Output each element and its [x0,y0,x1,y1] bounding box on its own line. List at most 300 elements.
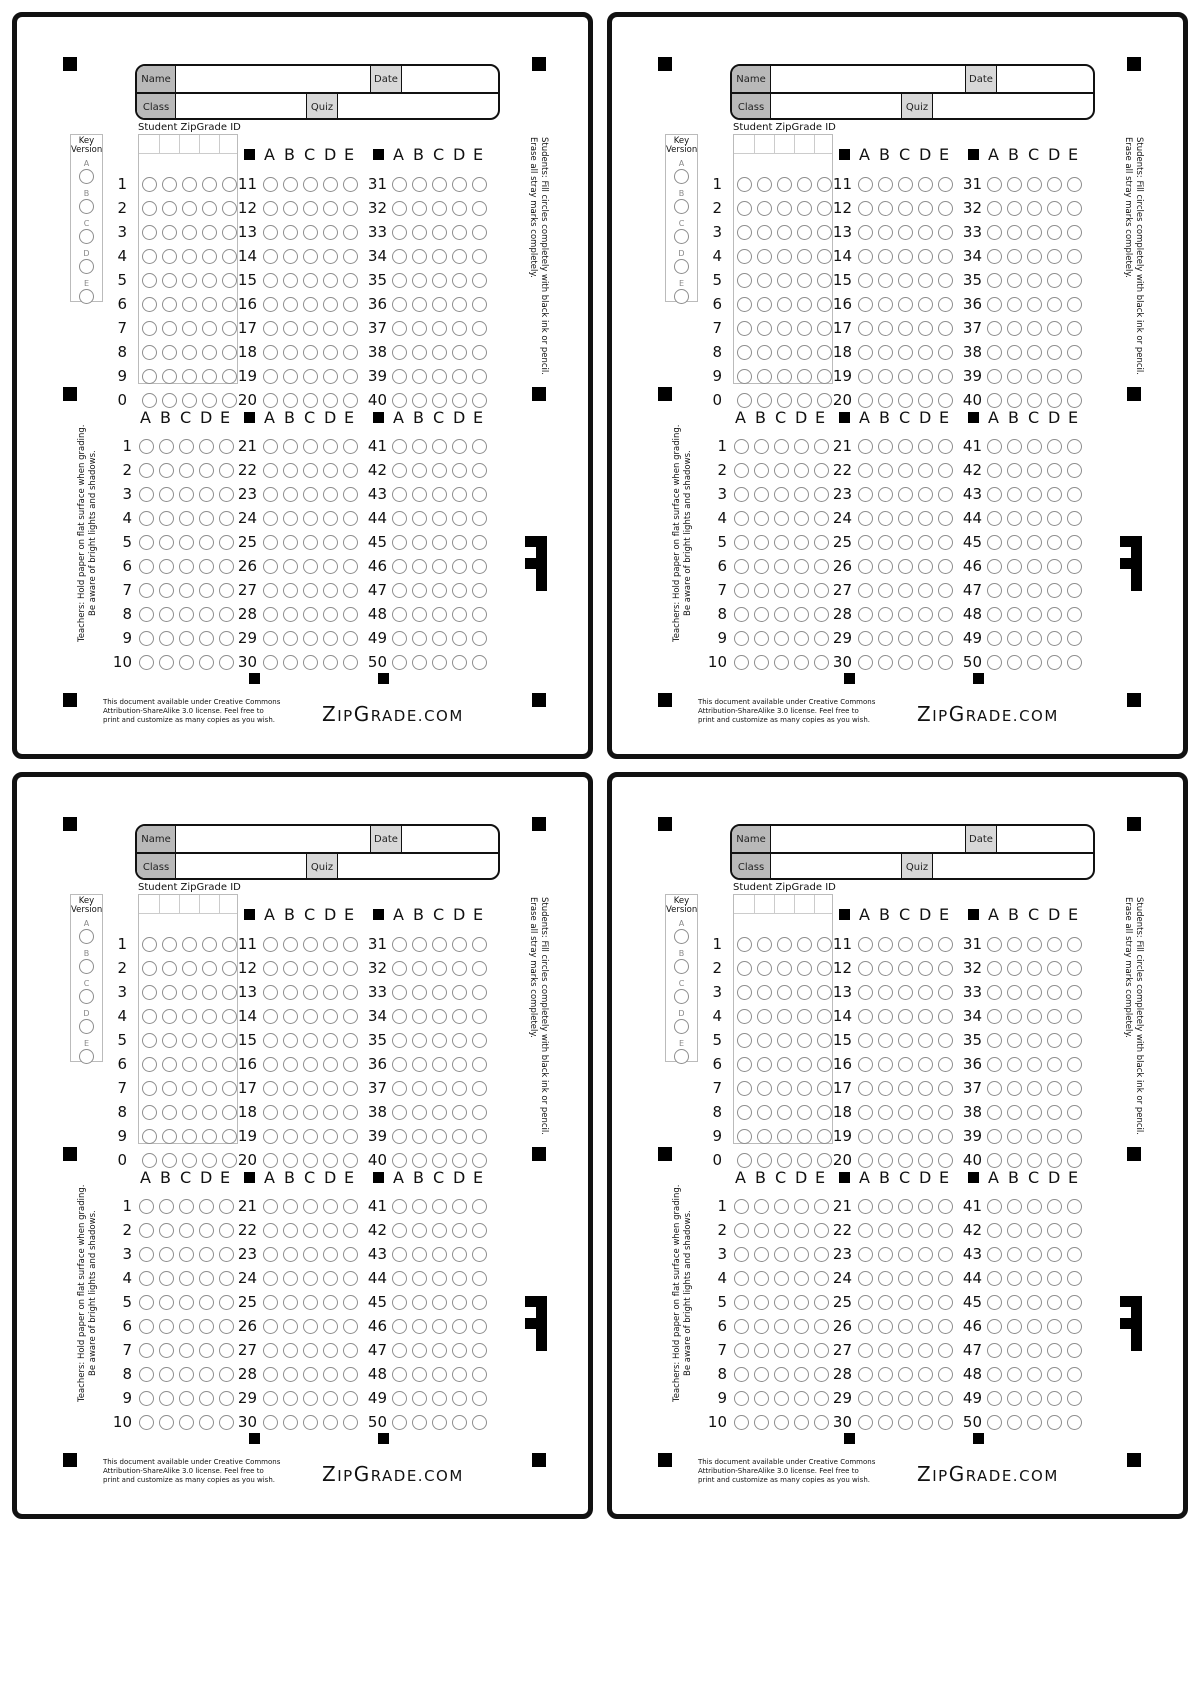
answer-bubble[interactable] [283,1247,298,1262]
answer-bubble[interactable] [878,1105,893,1120]
id-bubble[interactable] [777,937,792,952]
answer-bubble[interactable] [303,1153,318,1168]
id-bubble[interactable] [162,177,177,192]
answer-bubble[interactable] [283,393,298,408]
answer-bubble[interactable] [858,1105,873,1120]
answer-bubble[interactable] [1007,1153,1022,1168]
answer-bubble[interactable] [323,1295,338,1310]
id-bubble[interactable] [797,1129,812,1144]
id-bubble[interactable] [162,937,177,952]
answer-bubble[interactable] [303,1009,318,1024]
answer-bubble[interactable] [283,273,298,288]
answer-bubble[interactable] [303,1057,318,1072]
answer-bubble[interactable] [343,559,358,574]
id-bubble[interactable] [202,937,217,952]
answer-bubble[interactable] [392,1009,407,1024]
answer-bubble[interactable] [1007,631,1022,646]
answer-bubble[interactable] [1047,1367,1062,1382]
answer-bubble[interactable] [1007,487,1022,502]
answer-bubble[interactable] [343,1319,358,1334]
answer-bubble[interactable] [452,177,467,192]
answer-bubble[interactable] [392,1081,407,1096]
answer-bubble[interactable] [343,1391,358,1406]
answer-bubble[interactable] [1047,273,1062,288]
answer-bubble[interactable] [159,1247,174,1262]
answer-bubble[interactable] [263,1391,278,1406]
answer-bubble[interactable] [452,1033,467,1048]
answer-bubble[interactable] [283,985,298,1000]
answer-bubble[interactable] [283,1009,298,1024]
answer-bubble[interactable] [323,1271,338,1286]
answer-bubble[interactable] [918,961,933,976]
id-bubble[interactable] [202,1129,217,1144]
answer-bubble[interactable] [283,559,298,574]
id-bubble[interactable] [737,1129,752,1144]
answer-bubble[interactable] [1027,1415,1042,1430]
name-field[interactable] [176,66,370,92]
id-bubble[interactable] [162,393,177,408]
answer-bubble[interactable] [472,345,487,360]
answer-bubble[interactable] [263,273,278,288]
answer-bubble[interactable] [878,297,893,312]
answer-bubble[interactable] [343,463,358,478]
answer-bubble[interactable] [159,1223,174,1238]
answer-bubble[interactable] [303,369,318,384]
id-entry-cell[interactable] [159,895,179,913]
answer-bubble[interactable] [898,1223,913,1238]
answer-bubble[interactable] [263,439,278,454]
answer-bubble[interactable] [987,1153,1002,1168]
answer-bubble[interactable] [1067,1223,1082,1238]
id-bubble[interactable] [757,177,772,192]
answer-bubble[interactable] [343,535,358,550]
answer-bubble[interactable] [432,345,447,360]
answer-bubble[interactable] [1047,345,1062,360]
key-version-bubble[interactable] [674,289,689,304]
answer-bubble[interactable] [878,1271,893,1286]
answer-bubble[interactable] [1007,535,1022,550]
answer-bubble[interactable] [1007,1271,1022,1286]
answer-bubble[interactable] [323,1343,338,1358]
id-bubble[interactable] [757,1057,772,1072]
answer-bubble[interactable] [323,1367,338,1382]
answer-bubble[interactable] [343,1129,358,1144]
id-entry-cell[interactable] [774,135,794,153]
answer-bubble[interactable] [432,393,447,408]
answer-bubble[interactable] [139,1199,154,1214]
answer-bubble[interactable] [1027,1319,1042,1334]
answer-bubble[interactable] [452,297,467,312]
answer-bubble[interactable] [794,535,809,550]
answer-bubble[interactable] [754,1343,769,1358]
answer-bubble[interactable] [412,297,427,312]
id-bubble[interactable] [737,249,752,264]
answer-bubble[interactable] [754,559,769,574]
answer-bubble[interactable] [938,393,953,408]
answer-bubble[interactable] [283,1081,298,1096]
answer-bubble[interactable] [179,439,194,454]
answer-bubble[interactable] [858,297,873,312]
answer-bubble[interactable] [938,1343,953,1358]
answer-bubble[interactable] [878,1367,893,1382]
answer-bubble[interactable] [323,1415,338,1430]
answer-bubble[interactable] [452,1415,467,1430]
answer-bubble[interactable] [392,937,407,952]
answer-bubble[interactable] [392,1319,407,1334]
answer-bubble[interactable] [754,607,769,622]
answer-bubble[interactable] [263,249,278,264]
answer-bubble[interactable] [199,1271,214,1286]
answer-bubble[interactable] [734,1391,749,1406]
answer-bubble[interactable] [283,535,298,550]
answer-bubble[interactable] [898,345,913,360]
answer-bubble[interactable] [938,1009,953,1024]
answer-bubble[interactable] [1007,439,1022,454]
answer-bubble[interactable] [1067,559,1082,574]
answer-bubble[interactable] [323,345,338,360]
answer-bubble[interactable] [858,1415,873,1430]
answer-bubble[interactable] [412,1153,427,1168]
answer-bubble[interactable] [754,1247,769,1262]
answer-bubble[interactable] [303,249,318,264]
answer-bubble[interactable] [858,1009,873,1024]
id-bubble[interactable] [182,225,197,240]
id-entry-cell[interactable] [179,895,199,913]
id-bubble[interactable] [797,1033,812,1048]
answer-bubble[interactable] [432,1415,447,1430]
answer-bubble[interactable] [452,937,467,952]
answer-bubble[interactable] [1007,1223,1022,1238]
answer-bubble[interactable] [159,463,174,478]
answer-bubble[interactable] [452,1081,467,1096]
answer-bubble[interactable] [794,583,809,598]
answer-bubble[interactable] [774,583,789,598]
answer-bubble[interactable] [179,607,194,622]
answer-bubble[interactable] [159,511,174,526]
answer-bubble[interactable] [734,1223,749,1238]
answer-bubble[interactable] [452,487,467,502]
id-bubble[interactable] [142,1105,157,1120]
name-field[interactable] [771,66,965,92]
answer-bubble[interactable] [392,225,407,240]
answer-bubble[interactable] [1047,1033,1062,1048]
id-entry-cell[interactable] [814,895,834,913]
id-bubble[interactable] [202,297,217,312]
answer-bubble[interactable] [323,1391,338,1406]
id-entry-cell[interactable] [139,135,159,153]
answer-bubble[interactable] [774,1391,789,1406]
id-bubble[interactable] [162,201,177,216]
answer-bubble[interactable] [754,1223,769,1238]
answer-bubble[interactable] [303,1367,318,1382]
answer-bubble[interactable] [734,607,749,622]
key-version-bubble[interactable] [79,169,94,184]
answer-bubble[interactable] [878,463,893,478]
id-bubble[interactable] [202,321,217,336]
answer-bubble[interactable] [303,1081,318,1096]
answer-bubble[interactable] [1067,1367,1082,1382]
answer-bubble[interactable] [898,1271,913,1286]
answer-bubble[interactable] [1007,1033,1022,1048]
answer-bubble[interactable] [323,559,338,574]
id-bubble[interactable] [142,177,157,192]
id-bubble[interactable] [182,273,197,288]
answer-bubble[interactable] [412,511,427,526]
answer-bubble[interactable] [472,439,487,454]
answer-bubble[interactable] [1067,273,1082,288]
answer-bubble[interactable] [412,607,427,622]
key-version-bubble[interactable] [674,169,689,184]
answer-bubble[interactable] [283,249,298,264]
answer-bubble[interactable] [392,961,407,976]
answer-bubble[interactable] [774,1223,789,1238]
answer-bubble[interactable] [774,1199,789,1214]
answer-bubble[interactable] [987,1415,1002,1430]
answer-bubble[interactable] [392,1223,407,1238]
answer-bubble[interactable] [432,985,447,1000]
answer-bubble[interactable] [918,487,933,502]
answer-bubble[interactable] [343,1295,358,1310]
id-bubble[interactable] [142,249,157,264]
key-version-bubble[interactable] [674,1019,689,1034]
answer-bubble[interactable] [898,487,913,502]
answer-bubble[interactable] [734,1367,749,1382]
answer-bubble[interactable] [303,1343,318,1358]
answer-bubble[interactable] [858,1247,873,1262]
answer-bubble[interactable] [938,463,953,478]
answer-bubble[interactable] [938,225,953,240]
answer-bubble[interactable] [1067,1105,1082,1120]
answer-bubble[interactable] [1027,273,1042,288]
id-bubble[interactable] [797,1153,812,1168]
id-bubble[interactable] [777,201,792,216]
answer-bubble[interactable] [1027,655,1042,670]
class-field[interactable] [771,854,901,880]
id-bubble[interactable] [737,961,752,976]
answer-bubble[interactable] [412,1367,427,1382]
answer-bubble[interactable] [878,177,893,192]
answer-bubble[interactable] [774,559,789,574]
answer-bubble[interactable] [918,1247,933,1262]
answer-bubble[interactable] [794,1223,809,1238]
answer-bubble[interactable] [918,1223,933,1238]
answer-bubble[interactable] [452,1319,467,1334]
answer-bubble[interactable] [412,1247,427,1262]
answer-bubble[interactable] [159,1271,174,1286]
answer-bubble[interactable] [878,607,893,622]
answer-bubble[interactable] [432,1247,447,1262]
answer-bubble[interactable] [858,535,873,550]
answer-bubble[interactable] [263,1367,278,1382]
answer-bubble[interactable] [179,1391,194,1406]
answer-bubble[interactable] [303,321,318,336]
answer-bubble[interactable] [987,1319,1002,1334]
answer-bubble[interactable] [392,463,407,478]
answer-bubble[interactable] [938,201,953,216]
answer-bubble[interactable] [898,177,913,192]
answer-bubble[interactable] [343,225,358,240]
answer-bubble[interactable] [1067,177,1082,192]
answer-bubble[interactable] [432,535,447,550]
answer-bubble[interactable] [1027,961,1042,976]
answer-bubble[interactable] [412,177,427,192]
answer-bubble[interactable] [452,1271,467,1286]
answer-bubble[interactable] [452,559,467,574]
answer-bubble[interactable] [754,1271,769,1286]
id-bubble[interactable] [162,1129,177,1144]
answer-bubble[interactable] [987,1391,1002,1406]
answer-bubble[interactable] [1067,511,1082,526]
answer-bubble[interactable] [283,1319,298,1334]
answer-bubble[interactable] [794,463,809,478]
answer-bubble[interactable] [392,177,407,192]
answer-bubble[interactable] [918,1105,933,1120]
answer-bubble[interactable] [343,607,358,622]
answer-bubble[interactable] [472,1009,487,1024]
answer-bubble[interactable] [1027,583,1042,598]
answer-bubble[interactable] [1027,1367,1042,1382]
answer-bubble[interactable] [987,1247,1002,1262]
answer-bubble[interactable] [472,1153,487,1168]
id-bubble[interactable] [202,393,217,408]
answer-bubble[interactable] [987,961,1002,976]
answer-bubble[interactable] [938,1033,953,1048]
answer-bubble[interactable] [452,1199,467,1214]
answer-bubble[interactable] [472,607,487,622]
answer-bubble[interactable] [858,1057,873,1072]
key-version-bubble[interactable] [79,259,94,274]
id-bubble[interactable] [182,177,197,192]
answer-bubble[interactable] [1067,297,1082,312]
answer-bubble[interactable] [432,607,447,622]
answer-bubble[interactable] [918,1391,933,1406]
answer-bubble[interactable] [774,511,789,526]
answer-bubble[interactable] [858,1367,873,1382]
answer-bubble[interactable] [754,1199,769,1214]
id-bubble[interactable] [202,985,217,1000]
answer-bubble[interactable] [1067,201,1082,216]
answer-bubble[interactable] [412,535,427,550]
answer-bubble[interactable] [179,583,194,598]
answer-bubble[interactable] [1027,607,1042,622]
id-bubble[interactable] [757,249,772,264]
id-bubble[interactable] [737,273,752,288]
answer-bubble[interactable] [918,1295,933,1310]
id-bubble[interactable] [182,297,197,312]
answer-bubble[interactable] [392,393,407,408]
date-field[interactable] [997,826,1095,852]
answer-bubble[interactable] [392,511,407,526]
answer-bubble[interactable] [303,463,318,478]
answer-bubble[interactable] [139,631,154,646]
key-version-bubble[interactable] [674,989,689,1004]
answer-bubble[interactable] [392,1415,407,1430]
answer-bubble[interactable] [472,393,487,408]
answer-bubble[interactable] [878,1415,893,1430]
answer-bubble[interactable] [1007,583,1022,598]
answer-bubble[interactable] [179,1319,194,1334]
answer-bubble[interactable] [898,631,913,646]
answer-bubble[interactable] [1027,1199,1042,1214]
answer-bubble[interactable] [1047,463,1062,478]
answer-bubble[interactable] [987,321,1002,336]
id-bubble[interactable] [797,393,812,408]
answer-bubble[interactable] [858,463,873,478]
answer-bubble[interactable] [987,273,1002,288]
answer-bubble[interactable] [432,177,447,192]
answer-bubble[interactable] [303,1415,318,1430]
answer-bubble[interactable] [1027,1223,1042,1238]
id-bubble[interactable] [737,1081,752,1096]
answer-bubble[interactable] [938,1153,953,1168]
answer-bubble[interactable] [199,511,214,526]
answer-bubble[interactable] [159,631,174,646]
answer-bubble[interactable] [1007,463,1022,478]
answer-bubble[interactable] [878,1057,893,1072]
answer-bubble[interactable] [774,655,789,670]
answer-bubble[interactable] [472,249,487,264]
answer-bubble[interactable] [283,607,298,622]
answer-bubble[interactable] [412,225,427,240]
answer-bubble[interactable] [1027,559,1042,574]
answer-bubble[interactable] [918,225,933,240]
answer-bubble[interactable] [878,1129,893,1144]
answer-bubble[interactable] [987,583,1002,598]
answer-bubble[interactable] [432,249,447,264]
answer-bubble[interactable] [199,583,214,598]
answer-bubble[interactable] [323,393,338,408]
answer-bubble[interactable] [303,961,318,976]
answer-bubble[interactable] [472,487,487,502]
answer-bubble[interactable] [452,583,467,598]
id-bubble[interactable] [202,961,217,976]
answer-bubble[interactable] [343,177,358,192]
answer-bubble[interactable] [263,1199,278,1214]
answer-bubble[interactable] [1007,655,1022,670]
id-bubble[interactable] [757,273,772,288]
id-bubble[interactable] [777,321,792,336]
answer-bubble[interactable] [139,559,154,574]
answer-bubble[interactable] [263,1343,278,1358]
answer-bubble[interactable] [858,985,873,1000]
answer-bubble[interactable] [938,249,953,264]
answer-bubble[interactable] [918,297,933,312]
answer-bubble[interactable] [1067,1009,1082,1024]
answer-bubble[interactable] [1007,1295,1022,1310]
answer-bubble[interactable] [918,201,933,216]
answer-bubble[interactable] [794,1271,809,1286]
answer-bubble[interactable] [1047,177,1062,192]
id-bubble[interactable] [182,393,197,408]
id-bubble[interactable] [182,1057,197,1072]
answer-bubble[interactable] [343,655,358,670]
answer-bubble[interactable] [878,439,893,454]
answer-bubble[interactable] [412,1271,427,1286]
answer-bubble[interactable] [987,201,1002,216]
answer-bubble[interactable] [452,1247,467,1262]
answer-bubble[interactable] [412,1223,427,1238]
answer-bubble[interactable] [918,369,933,384]
answer-bubble[interactable] [283,937,298,952]
id-entry-cell[interactable] [754,895,774,913]
id-bubble[interactable] [162,297,177,312]
answer-bubble[interactable] [1067,1391,1082,1406]
answer-bubble[interactable] [1027,511,1042,526]
answer-bubble[interactable] [432,463,447,478]
answer-bubble[interactable] [303,559,318,574]
answer-bubble[interactable] [432,1057,447,1072]
answer-bubble[interactable] [392,535,407,550]
